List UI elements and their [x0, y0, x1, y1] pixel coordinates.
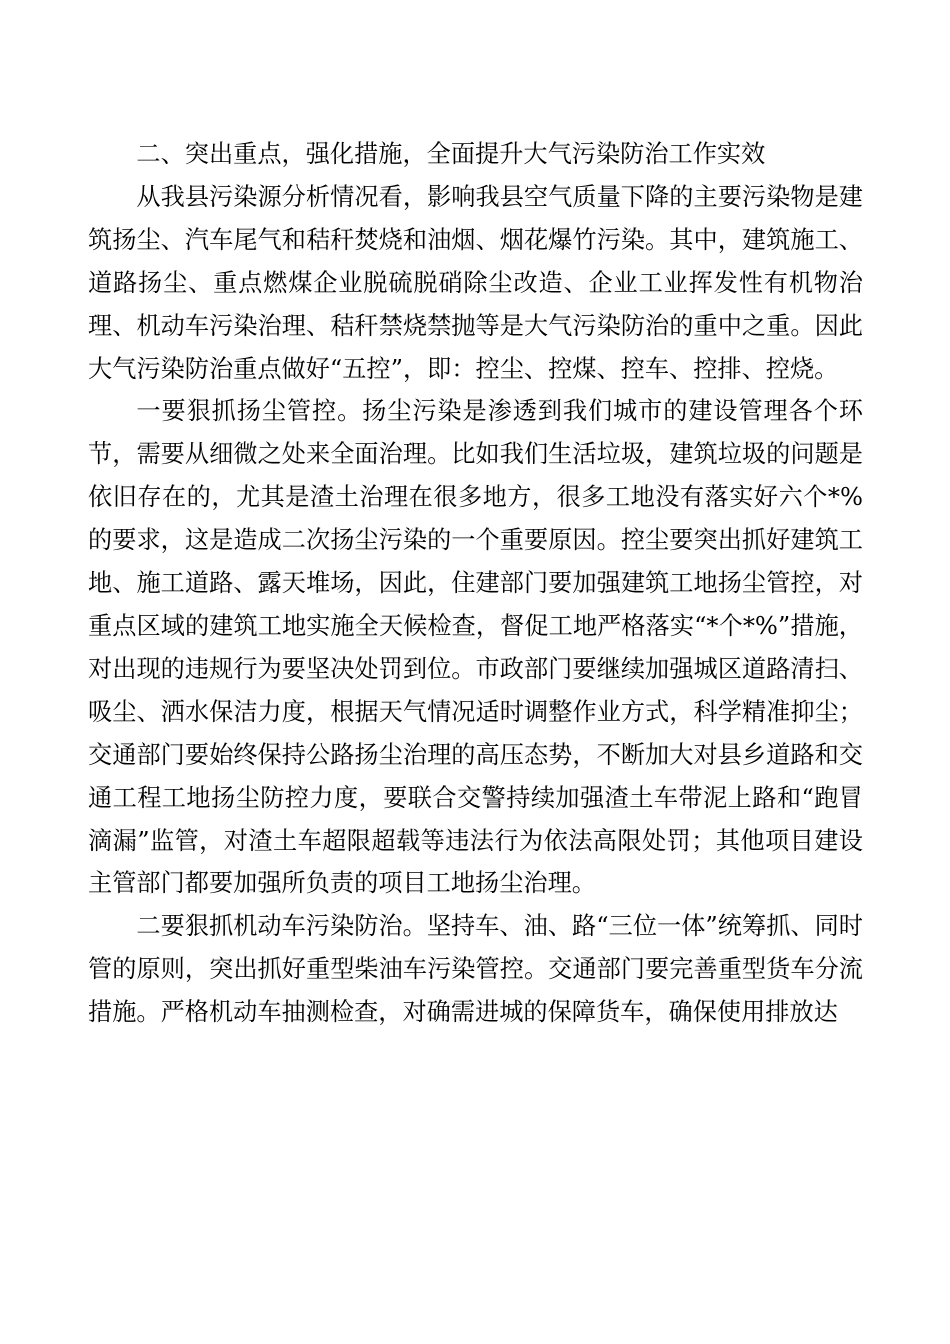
section-heading: 二、突出重点，强化措施，全面提升大气污染防治工作实效: [136, 140, 766, 168]
document-page: [88, 133, 863, 1034]
paragraph-dust-control: 一要狠抓扬尘管控。扬尘污染是渗透到我们城市的建设管理各个环节，需要从细微之处来全面治理。比如我们生活垃圾，建筑垃圾的问题是依旧存在的，尤其是渣土治理在很多地方，很多工地没有落实好六个*%的要求，这是造成二次扬尘污染的一个重要原因。控尘要突出抓好建筑工地、施工道路、露天堆场，因此，住建部门要加强建筑工地扬尘管控，对重点区域的建筑工地实施全天候检查，督促工地严格落实“*个*%”措施，对出现的违规行为要坚决处罚到位。市政部门要继续加强城区道路清扫、吸尘、洒水保洁力度，根据天气情况适时调整作业方式，科学精准抑尘；交通部门要始终保持公路扬尘治理的高压态势，不断加大对县乡道路和交通工程工地扬尘防控力度，要联合交警持续加强渣土车带泥上路和“跑冒滴漏”监管，对渣土车超限超载等违法行为依法高限处罚；其他项目建设主管部门都要加强所负责的项目工地扬尘治理。: [88, 397, 863, 898]
paragraph-pollution-sources: 从我县污染源分析情况看，影响我县空气质量下降的主要污染物是建筑扬尘、汽车尾气和秸秆焚烧和油烟、烟花爆竹污染。其中，建筑施工、道路扬尘、重点燃煤企业脱硫脱硝除尘改造、企业工业挥发性有机物治理、机动车污染治理、秸秆禁烧禁抛等是大气污染防治的重中之重。因此大气污染防治重点做好“五控”，即：控尘、控煤、控车、控排、控烧。: [88, 182, 863, 383]
paragraph-vehicle-pollution: 二要狠抓机动车污染防治。坚持车、油、路“三位一体”统筹抓、同时管的原则，突出抓好重型柴油车污染管控。交通部门要完善重型货车分流措施。严格机动车抽测检查，对确需进城的保障货车，确保使用排放达: [88, 912, 863, 1027]
